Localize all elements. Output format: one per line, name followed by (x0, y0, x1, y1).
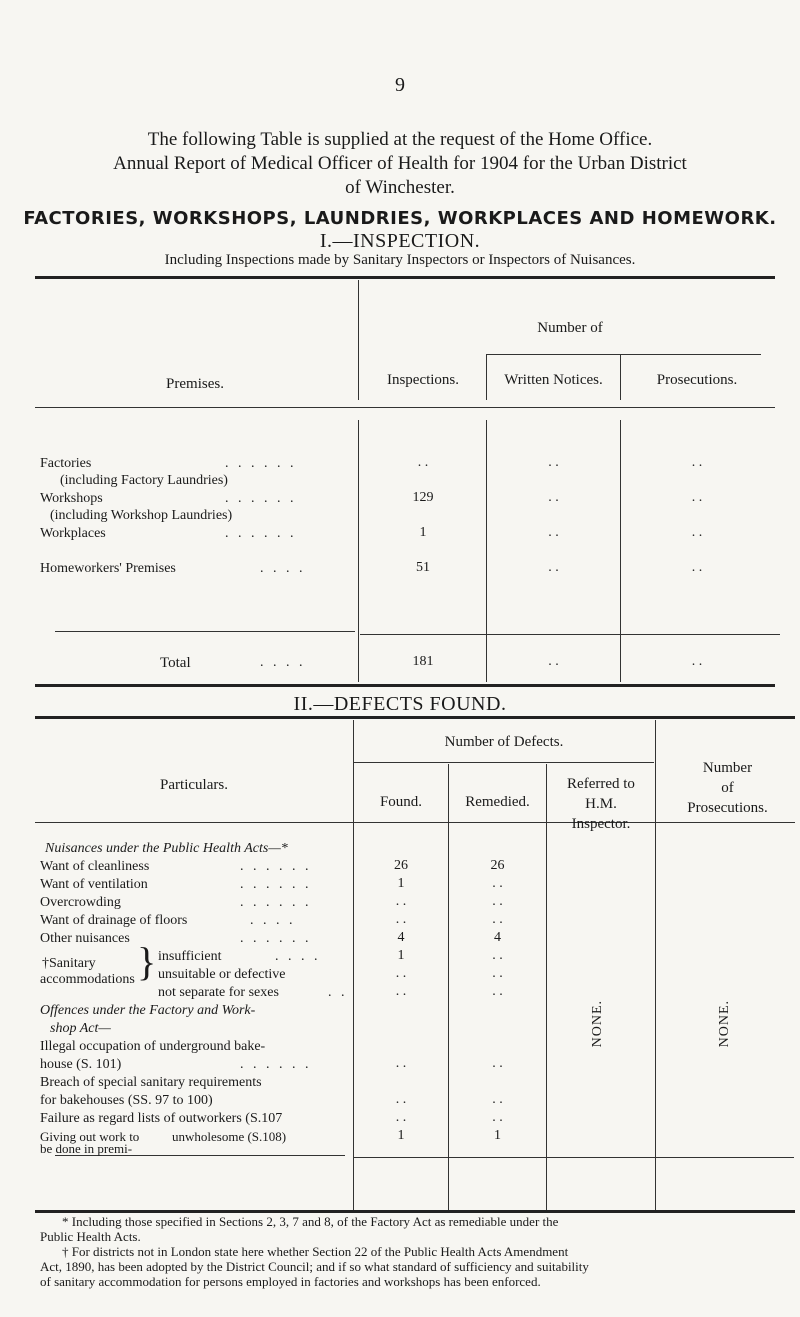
row-label: Workshops (40, 491, 103, 506)
leader-dots: . . . . (260, 655, 306, 670)
cell-found: . . (395, 1056, 407, 1071)
cell-prosecutions: . . (691, 560, 703, 575)
leader-dots: . . (328, 985, 348, 1000)
row-note: (including Workshop Laundries) (50, 508, 233, 523)
total-notices: . . (548, 654, 559, 669)
cell-inspections: . . (417, 455, 429, 470)
brace: } (137, 939, 157, 984)
page-number: 9 (395, 74, 405, 96)
cell-remedied: 4 (494, 930, 501, 945)
footnote-line: of sanitary accommodation for persons employed in factories and workshops has been enforced. (40, 1274, 541, 1289)
row-label: Failure as regard lists of outworkers (S.107 (40, 1111, 283, 1126)
main-heading: FACTORIES, WORKSHOPS, LAUNDRIES, WORKPLACES AND HOMEWORK. (23, 208, 777, 229)
row-label: for bakehouses (SS. 97 to 100) (40, 1093, 213, 1108)
cell-remedied: . . (492, 1092, 503, 1107)
table-divider (358, 280, 359, 400)
leader-dots: . . . . . . (225, 526, 297, 541)
table-rule (55, 631, 355, 632)
leader-dots: . . . . . . (225, 456, 297, 471)
row-label: Workplaces (40, 526, 106, 541)
header-remedied: Remedied. (465, 794, 530, 810)
leader-dots: . . . . (250, 913, 296, 928)
row-label: be done in premi- (40, 1141, 133, 1156)
cell-notices: . . (548, 560, 559, 575)
row-label: not separate for sexes (158, 985, 279, 1000)
row-label: Giving out work to (40, 1129, 140, 1144)
header-number-of: Number of (537, 320, 603, 336)
row-label: Overcrowding (40, 895, 121, 910)
header-prosecutions-line: of (721, 780, 734, 796)
cell-found: . . (395, 894, 407, 909)
cell-found: . . (395, 912, 407, 927)
header-inspections: Inspections. (386, 372, 460, 388)
cell-found: 26 (394, 858, 408, 873)
header-prosecutions-line: Number (702, 760, 753, 776)
cell-inspections: 1 (419, 525, 427, 540)
intro-line-2: Annual Report of Medical Officer of Health for 1904 for the Urban District (113, 153, 687, 174)
header-number-of-defects: Number of Defects. (444, 734, 564, 750)
leader-dots: . . . . . . (240, 1057, 312, 1072)
cell-remedied: 26 (490, 858, 505, 873)
header-written-notices: Written Notices. (504, 372, 603, 388)
header-referred-line: Inspector. (571, 816, 631, 832)
cell-prosecutions: . . (691, 490, 703, 505)
table-divider (358, 420, 359, 682)
table-rule (35, 822, 795, 823)
intro-line-1: The following Table is supplied at the request of the Home Office. (147, 129, 653, 150)
section-1-title: I.—INSPECTION. (319, 230, 481, 252)
cell-notices: . . (548, 455, 559, 470)
header-found: Found. (379, 794, 423, 810)
row-label: unsuitable or defective (158, 967, 286, 982)
table-rule (35, 276, 775, 279)
cell-remedied: . . (492, 894, 503, 909)
intro-text (0, 128, 800, 200)
cell-found: . . (395, 966, 407, 981)
prosecutions-none: NONE. (717, 1000, 732, 1048)
cell-notices: . . (548, 490, 559, 505)
cell-remedied: 1 (494, 1128, 501, 1143)
cell-found: . . (395, 1110, 407, 1125)
cell-found: . . (395, 1092, 407, 1107)
header-number-of-prosecutions (655, 758, 800, 818)
row-label: house (S. 101) (40, 1057, 122, 1072)
cell-notices: . . (548, 525, 559, 540)
sanitary-label: †Sanitary (42, 956, 96, 971)
cell-remedied: . . (492, 912, 503, 927)
footnote-line: Act, 1890, has been adopted by the District Council; and if so what standard of sufficiency and suitability (40, 1259, 589, 1274)
table-rule (35, 1210, 795, 1213)
table-rule (360, 634, 780, 635)
table-rule (354, 762, 654, 763)
cell-remedied: . . (492, 948, 503, 963)
intro-line-3: of Winchester. (345, 177, 455, 198)
referred-none: NONE. (590, 1000, 605, 1048)
cell-prosecutions: . . (691, 455, 703, 470)
cell-inspections: 51 (416, 560, 430, 575)
total-inspections: 181 (412, 654, 434, 669)
header-premises: Premises. (166, 376, 224, 392)
row-label: Want of drainage of floors (40, 913, 188, 928)
header-particulars: Particulars. (160, 777, 228, 793)
leader-dots: . . . . . . (225, 491, 297, 506)
cell-remedied: . . (492, 1056, 503, 1071)
header-prosecutions: Prosecutions. (656, 372, 738, 388)
cell-remedied: . . (492, 966, 503, 981)
cell-found: 1 (397, 948, 405, 963)
cell-remedied: . . (492, 876, 503, 891)
section-2-title: II.—DEFECTS FOUND. (293, 693, 507, 715)
header-referred-line: Referred to (567, 776, 635, 792)
table-rule (35, 684, 775, 687)
row-label: insufficient (158, 949, 222, 964)
cell-remedied: . . (492, 984, 503, 999)
row-label: Breach of special sanitary requirements (40, 1075, 262, 1090)
row-label: Other nuisances (40, 931, 130, 946)
footnote-line: * Including those specified in Sections 2, 3, 7 and 8, of the Factory Act as remediable under the (62, 1214, 559, 1229)
footnote-line: Public Health Acts. (40, 1229, 141, 1244)
cell-found: 1 (397, 1128, 405, 1143)
row-label: Homeworkers' Premises (40, 561, 176, 576)
offences-heading: shop Act— (50, 1021, 111, 1036)
table-rule (35, 407, 775, 408)
section-1-subtitle: Including Inspections made by Sanitary Inspectors or Inspectors of Nuisances. (164, 252, 636, 268)
total-prosecutions: . . (691, 654, 703, 669)
cell-inspections: 129 (412, 490, 434, 505)
header-referred (547, 774, 655, 834)
footnote-line: † For districts not in London state here whether Section 22 of the Public Health Acts Amendment (62, 1244, 569, 1259)
leader-dots: . . . . . . (240, 931, 312, 946)
table-rule (354, 1157, 794, 1158)
cell-found: 1 (397, 876, 405, 891)
header-referred-line: H.M. (585, 796, 617, 812)
leader-dots: . . . . . . (240, 877, 312, 892)
row-label: Factories (40, 456, 92, 471)
header-prosecutions-line: Prosecutions. (687, 800, 768, 816)
footnote-star (62, 1214, 558, 1229)
cell-remedied: . . (492, 1110, 503, 1125)
cell-found: . . (395, 984, 407, 999)
table-rule (35, 716, 795, 719)
leader-dots: . . . . . . (240, 895, 312, 910)
row-note: (including Factory Laundries) (60, 473, 228, 488)
sanitary-label: accommodations (40, 972, 135, 987)
row-label: Want of ventilation (40, 877, 148, 892)
table-rule (486, 354, 761, 355)
row-label: Illegal occupation of underground bake- (40, 1039, 266, 1054)
nuisances-heading: Nuisances under the Public Health Acts—* (45, 841, 288, 856)
cell-found: 4 (397, 930, 405, 945)
leader-dots: . . . . (260, 561, 306, 576)
cell-prosecutions: . . (691, 525, 703, 540)
leader-dots: . . . . . . (240, 859, 312, 874)
row-label: Want of cleanliness (40, 859, 150, 874)
row-label: unwholesome (S.108) (172, 1129, 287, 1144)
leader-dots: . . . . (275, 949, 321, 964)
total-label: Total (160, 655, 191, 671)
offences-heading: Offences under the Factory and Work- (40, 1003, 256, 1018)
